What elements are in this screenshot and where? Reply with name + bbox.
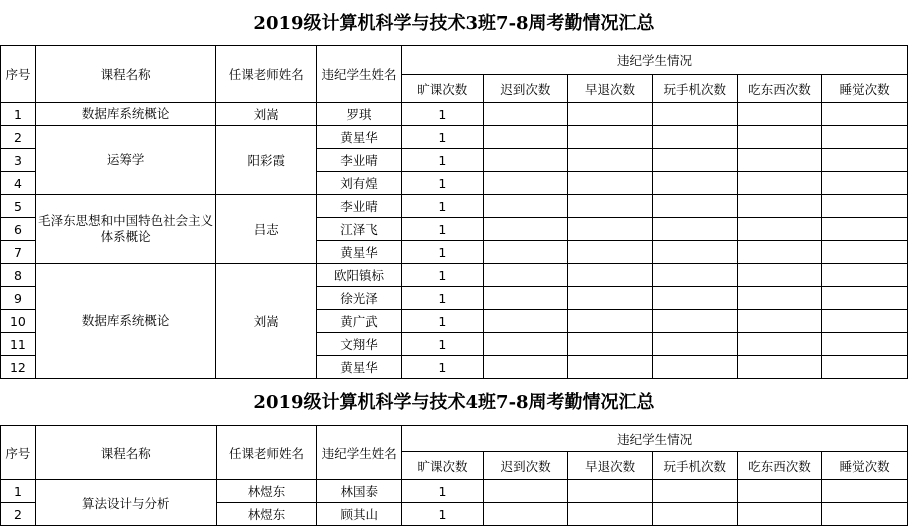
row-seq: 12 — [1, 356, 36, 379]
empty-cell — [568, 310, 653, 333]
teacher-name: 林煜东 — [216, 480, 317, 503]
student-name: 文翔华 — [317, 333, 402, 356]
table-row — [1, 126, 908, 149]
header-absent: 旷课次数 — [402, 452, 484, 480]
empty-cell — [568, 149, 653, 172]
empty-cell — [483, 172, 568, 195]
absent-count: 1 — [402, 480, 484, 503]
empty-cell — [483, 310, 568, 333]
table-row — [1, 195, 908, 218]
header-course: 课程名称 — [35, 46, 216, 103]
student-name: 黄广武 — [317, 310, 402, 333]
empty-cell — [737, 195, 822, 218]
header-seq: 序号 — [1, 426, 36, 480]
table-row — [1, 103, 908, 126]
empty-cell — [652, 149, 737, 172]
row-seq: 1 — [1, 480, 36, 503]
empty-cell — [483, 218, 568, 241]
empty-cell — [483, 480, 568, 503]
empty-cell — [483, 264, 568, 287]
empty-cell — [568, 172, 653, 195]
student-name: 罗琪 — [317, 103, 402, 126]
empty-cell — [737, 264, 822, 287]
header-late: 迟到次数 — [483, 452, 568, 480]
header-absent: 旷课次数 — [401, 75, 483, 103]
student-name: 黄星华 — [317, 126, 402, 149]
empty-cell — [652, 264, 737, 287]
row-seq: 6 — [1, 218, 36, 241]
empty-cell — [822, 172, 908, 195]
empty-cell — [822, 103, 908, 126]
empty-cell — [483, 356, 568, 379]
empty-cell — [652, 503, 737, 526]
absent-count: 1 — [401, 241, 483, 264]
empty-cell — [822, 195, 908, 218]
header-phone: 玩手机次数 — [652, 75, 737, 103]
empty-cell — [822, 264, 908, 287]
empty-cell — [568, 287, 653, 310]
empty-cell — [822, 287, 908, 310]
student-name: 李业晴 — [317, 149, 402, 172]
empty-cell — [737, 356, 822, 379]
empty-cell — [737, 218, 822, 241]
empty-cell — [568, 480, 653, 503]
header-phone: 玩手机次数 — [652, 452, 737, 480]
table-row — [1, 264, 908, 287]
empty-cell — [652, 218, 737, 241]
empty-cell — [568, 503, 653, 526]
absent-count: 1 — [401, 356, 483, 379]
empty-cell — [822, 310, 908, 333]
attendance-table-class4 — [0, 425, 908, 526]
empty-cell — [652, 310, 737, 333]
header-sleeping: 睡觉次数 — [822, 452, 908, 480]
teacher-name: 刘嵩 — [216, 264, 317, 379]
table2-title: 2019级计算机科学与技术4班7-8周考勤情况汇总 — [253, 392, 655, 413]
teacher-name: 吕志 — [216, 195, 317, 264]
empty-cell — [483, 103, 568, 126]
absent-count: 1 — [401, 218, 483, 241]
empty-cell — [822, 126, 908, 149]
header-eating: 吃东西次数 — [737, 75, 822, 103]
empty-cell — [737, 126, 822, 149]
empty-cell — [737, 480, 822, 503]
teacher-name: 林煜东 — [216, 503, 317, 526]
course-name: 数据库系统概论 — [35, 264, 216, 379]
absent-count: 1 — [401, 333, 483, 356]
empty-cell — [652, 480, 737, 503]
row-seq: 2 — [1, 503, 36, 526]
empty-cell — [483, 333, 568, 356]
empty-cell — [568, 333, 653, 356]
header-course: 课程名称 — [35, 426, 216, 480]
absent-count: 1 — [401, 149, 483, 172]
student-name: 欧阳镇标 — [317, 264, 402, 287]
course-name: 运筹学 — [35, 126, 216, 195]
row-seq: 7 — [1, 241, 36, 264]
row-seq: 8 — [1, 264, 36, 287]
header-eating: 吃东西次数 — [737, 452, 822, 480]
empty-cell — [737, 333, 822, 356]
empty-cell — [822, 218, 908, 241]
absent-count: 1 — [402, 503, 484, 526]
header-teacher: 任课老师姓名 — [216, 46, 317, 103]
student-name: 刘有煌 — [317, 172, 402, 195]
row-seq: 9 — [1, 287, 36, 310]
empty-cell — [822, 503, 908, 526]
empty-cell — [568, 356, 653, 379]
empty-cell — [568, 218, 653, 241]
empty-cell — [822, 480, 908, 503]
table-row — [1, 480, 908, 503]
empty-cell — [822, 241, 908, 264]
empty-cell — [737, 287, 822, 310]
empty-cell — [822, 356, 908, 379]
row-seq: 4 — [1, 172, 36, 195]
empty-cell — [568, 195, 653, 218]
student-name: 李业晴 — [317, 195, 402, 218]
header-early-leave: 早退次数 — [568, 452, 653, 480]
empty-cell — [822, 149, 908, 172]
header-early-leave: 早退次数 — [568, 75, 653, 103]
absent-count: 1 — [401, 287, 483, 310]
empty-cell — [568, 241, 653, 264]
row-seq: 1 — [1, 103, 36, 126]
student-name: 黄星华 — [317, 356, 402, 379]
course-name: 算法设计与分析 — [35, 480, 216, 526]
absent-count: 1 — [401, 195, 483, 218]
empty-cell — [737, 103, 822, 126]
header-late: 迟到次数 — [483, 75, 568, 103]
header-teacher: 任课老师姓名 — [216, 426, 317, 480]
teacher-name: 阳彩霞 — [216, 126, 317, 195]
student-name: 林国泰 — [317, 480, 402, 503]
empty-cell — [652, 333, 737, 356]
empty-cell — [652, 195, 737, 218]
empty-cell — [737, 310, 822, 333]
empty-cell — [483, 195, 568, 218]
student-name: 徐光泽 — [317, 287, 402, 310]
teacher-name: 刘嵩 — [216, 103, 317, 126]
table1-title: 2019级计算机科学与技术3班7-8周考勤情况汇总 — [253, 13, 655, 34]
attendance-table-class3 — [0, 45, 908, 379]
header-violation-group: 违纪学生情况 — [401, 46, 907, 75]
row-seq: 10 — [1, 310, 36, 333]
row-seq: 5 — [1, 195, 36, 218]
absent-count: 1 — [401, 310, 483, 333]
empty-cell — [568, 126, 653, 149]
absent-count: 1 — [401, 126, 483, 149]
empty-cell — [822, 333, 908, 356]
empty-cell — [483, 126, 568, 149]
absent-count: 1 — [401, 172, 483, 195]
empty-cell — [483, 503, 568, 526]
empty-cell — [483, 287, 568, 310]
empty-cell — [737, 503, 822, 526]
empty-cell — [652, 241, 737, 264]
student-name: 黄星华 — [317, 241, 402, 264]
empty-cell — [568, 264, 653, 287]
course-name: 毛泽东思想和中国特色社会主义体系概论 — [35, 195, 216, 264]
empty-cell — [652, 287, 737, 310]
empty-cell — [652, 172, 737, 195]
empty-cell — [483, 241, 568, 264]
row-seq: 11 — [1, 333, 36, 356]
empty-cell — [737, 172, 822, 195]
empty-cell — [737, 149, 822, 172]
row-seq: 3 — [1, 149, 36, 172]
row-seq: 2 — [1, 126, 36, 149]
student-name: 江泽飞 — [317, 218, 402, 241]
header-violation-group: 违纪学生情况 — [402, 426, 908, 452]
empty-cell — [652, 356, 737, 379]
header-student: 违纪学生姓名 — [317, 46, 402, 103]
student-name: 顾其山 — [317, 503, 402, 526]
empty-cell — [652, 103, 737, 126]
course-name: 数据库系统概论 — [35, 103, 216, 126]
empty-cell — [737, 241, 822, 264]
header-sleeping: 睡觉次数 — [822, 75, 908, 103]
header-student: 违纪学生姓名 — [317, 426, 402, 480]
empty-cell — [568, 103, 653, 126]
absent-count: 1 — [401, 264, 483, 287]
empty-cell — [652, 126, 737, 149]
empty-cell — [483, 149, 568, 172]
header-seq: 序号 — [1, 46, 36, 103]
absent-count: 1 — [401, 103, 483, 126]
